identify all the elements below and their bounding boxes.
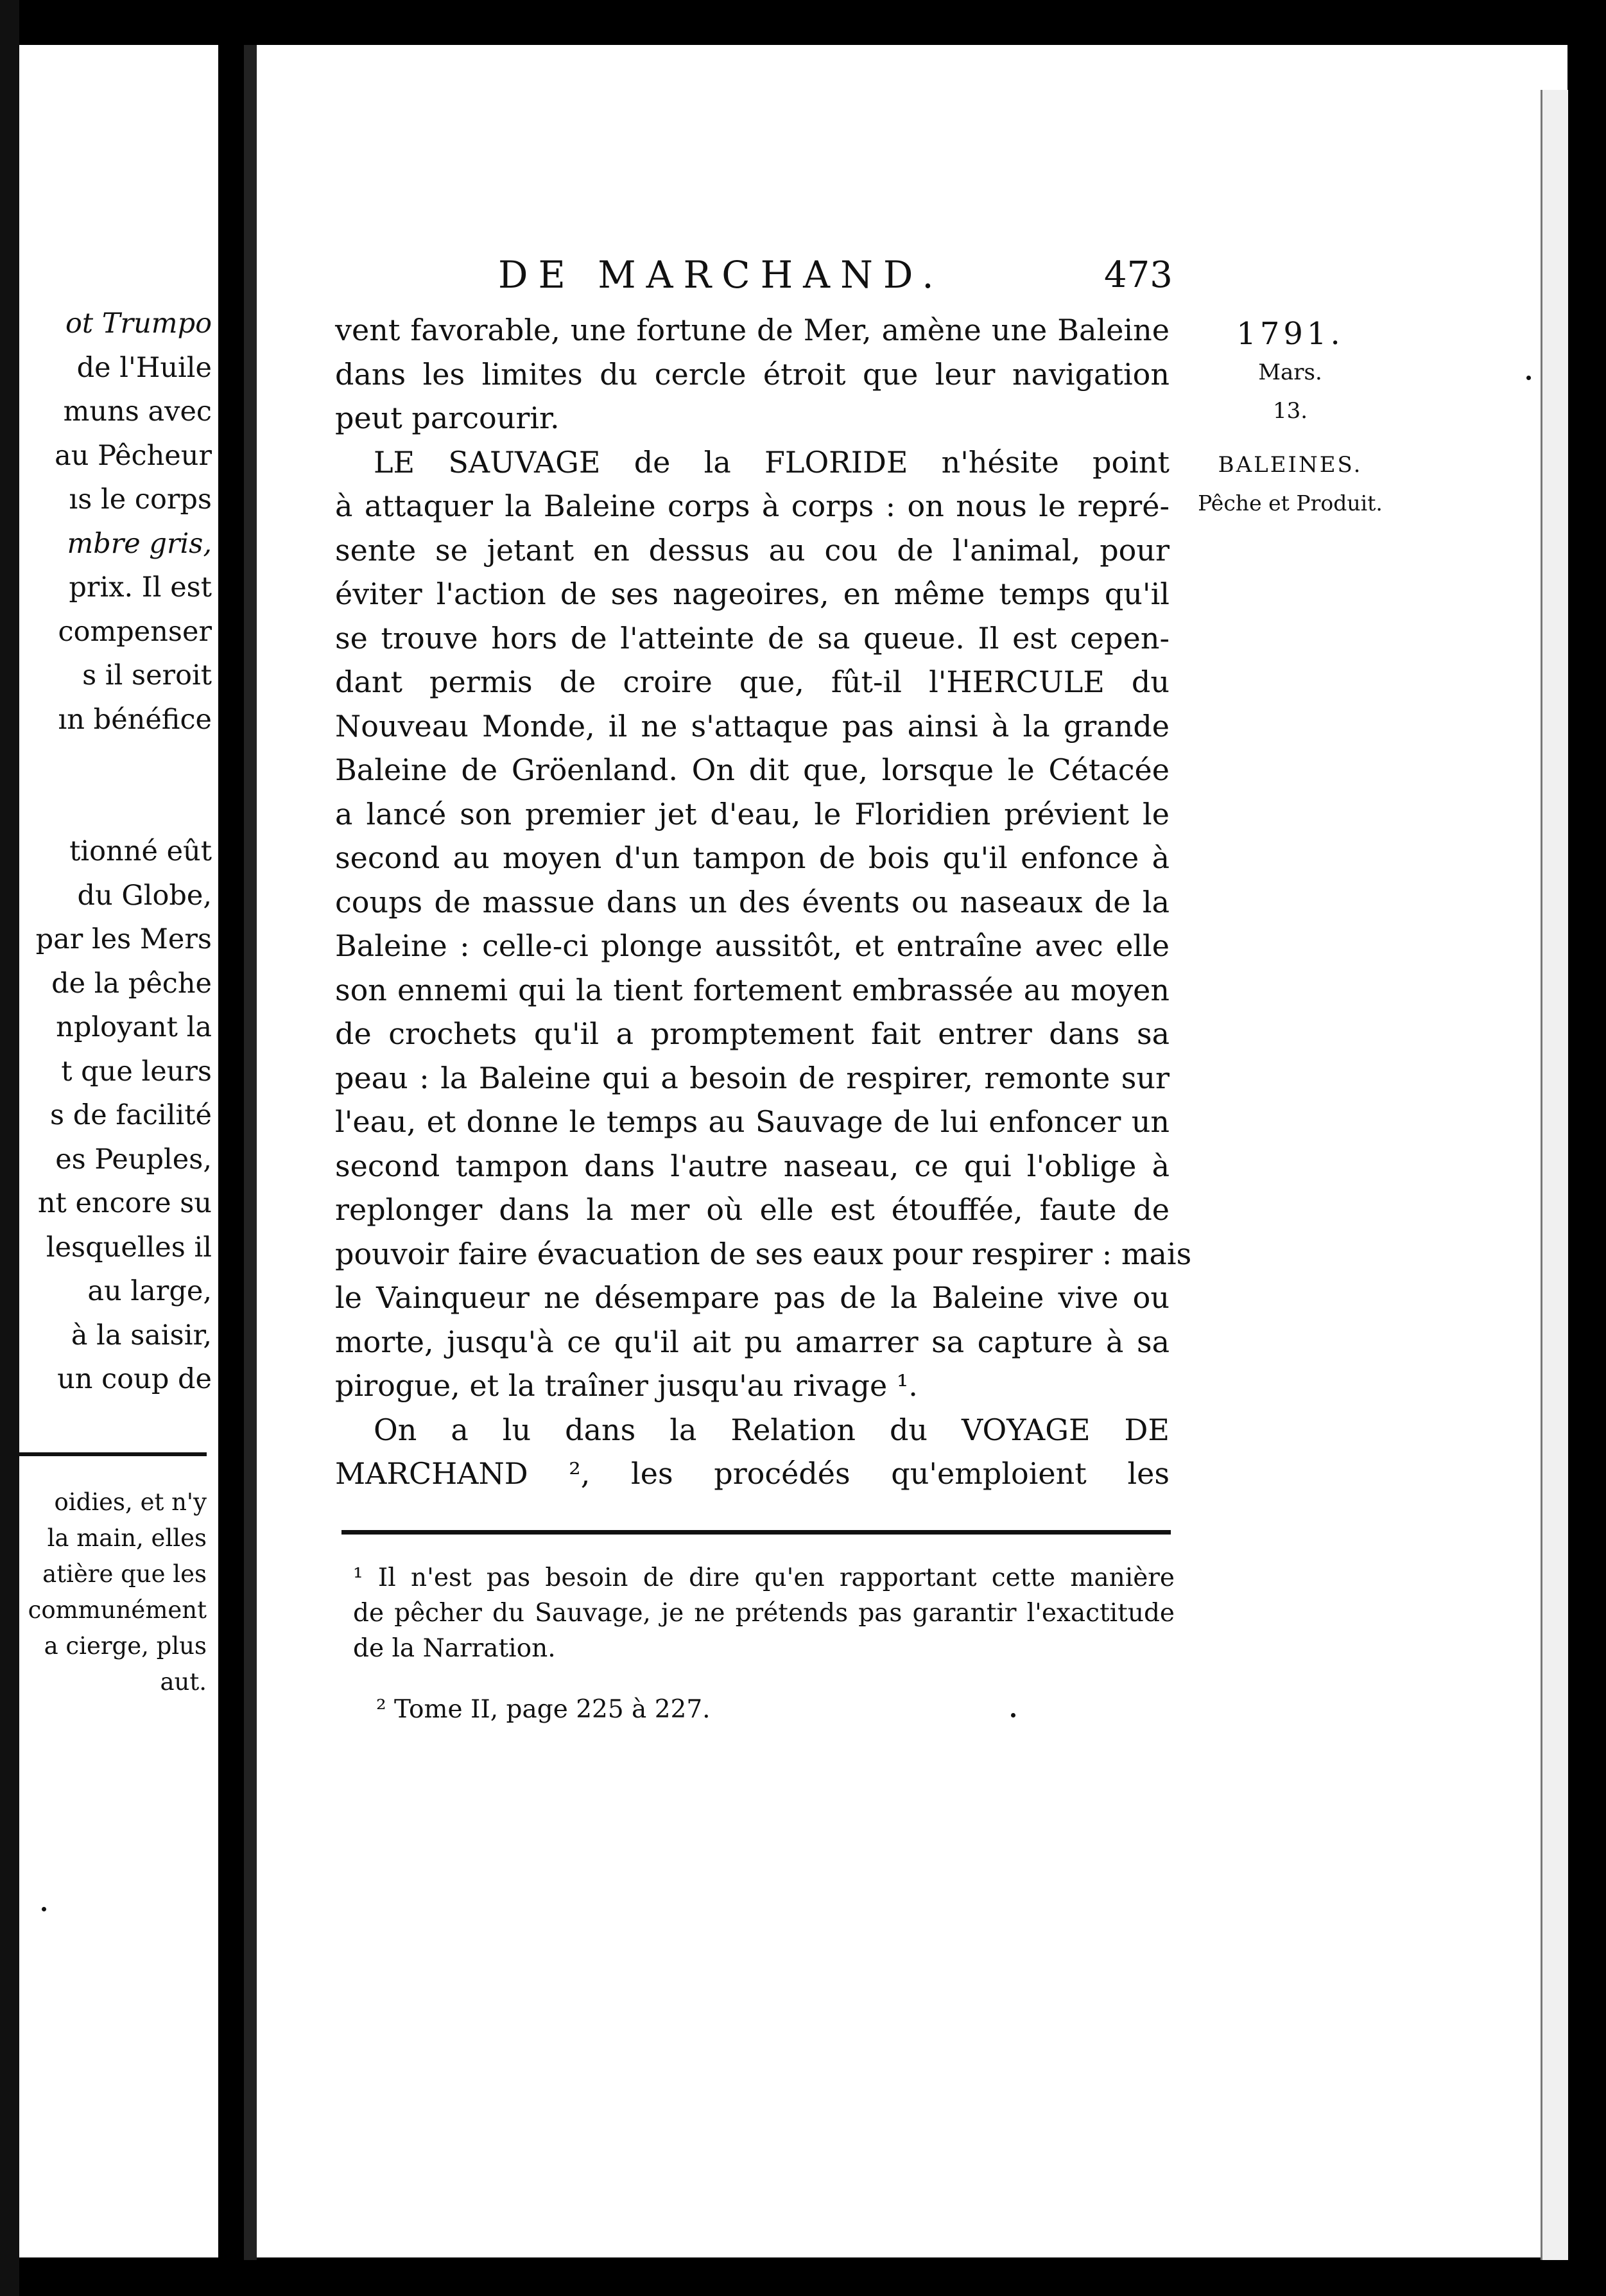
- scan-border-right: [1567, 0, 1606, 2296]
- prev-note-line: la main, elles: [47, 1524, 207, 1552]
- prev-line: ın bénéfice: [58, 703, 212, 736]
- prev-line: lesquelles il: [46, 1231, 212, 1264]
- prev-note-line: communément: [28, 1596, 207, 1624]
- footnote-line: de la Narration.: [353, 1634, 556, 1663]
- text-line: à attaquer la Baleine corps à corps : on nous le repré-: [335, 489, 1170, 523]
- text-line: dant permis de croire que, fût-il l'HERCULE du: [335, 665, 1170, 699]
- prev-line: nt encore su: [37, 1187, 212, 1219]
- text-line: second tampon dans l'autre naseau, ce qui l'oblige à: [335, 1148, 1170, 1183]
- text-line: replonger dans la mer où elle est étouffée, faute de: [335, 1192, 1170, 1227]
- text-line: éviter l'action de ses nageoires, en même temps qu'il: [335, 577, 1170, 611]
- margin-subtopic: Pêche et Produit.: [1198, 491, 1383, 516]
- ink-speck: [1526, 376, 1531, 380]
- text-line: se trouve hors de l'atteinte de sa queue. Il est cepen-: [335, 620, 1170, 656]
- body-text: [335, 308, 1192, 1496]
- text-line: le Vainqueur ne désempare pas de la Baleine vive ou: [335, 1280, 1170, 1315]
- prev-line: muns avec: [63, 396, 212, 428]
- prev-line: es Peuples,: [55, 1143, 212, 1176]
- text-line: Nouveau Monde, il ne s'attaque pas ainsi à la grande: [335, 708, 1170, 744]
- ink-speck: [42, 1907, 46, 1911]
- text-line: morte, jusqu'à ce qu'il ait pu amarrer sa capture à sa: [335, 1324, 1170, 1359]
- text-line: sente se jetant en dessus au cou de l'animal, pour: [335, 532, 1170, 568]
- prev-line: au large,: [87, 1275, 212, 1307]
- prev-line: par les Mers: [35, 923, 212, 955]
- prev-note-line: a cierge, plus: [44, 1632, 207, 1660]
- margin-topic: BALEINES.: [1218, 452, 1363, 478]
- text-line: Baleine : celle-ci plonge aussitôt, et entraîne avec elle: [335, 928, 1170, 963]
- prev-line: de l'Huile: [76, 351, 212, 384]
- footnote-line: ¹ Il n'est pas besoin de dire qu'en rapportant cette manière: [353, 1563, 1175, 1592]
- prev-line: mbre gris,: [67, 527, 212, 560]
- previous-page-text: [0, 302, 212, 1402]
- prev-note-line: oidies, et n'y: [54, 1488, 207, 1516]
- text-line: Baleine de Gröenland. On dit que, lorsque le Cétacée: [335, 752, 1170, 787]
- previous-page-footnotes: [0, 1484, 207, 1700]
- text-line: peut parcourir.: [335, 401, 560, 435]
- footnote-line: de pêcher du Sauvage, je ne prétends pas garantir l'exactitude: [353, 1599, 1175, 1628]
- prev-line: ıs le corps: [69, 483, 212, 516]
- ink-speck: [1011, 1713, 1015, 1718]
- prev-note-line: atière que les: [42, 1560, 207, 1588]
- text-line: vent favorable, une fortune de Mer, amène une Baleine: [335, 313, 1170, 347]
- prev-note-line: aut.: [160, 1668, 207, 1696]
- text-line: l'eau, et donne le temps au Sauvage de lui enfoncer un: [335, 1104, 1170, 1139]
- text-line: pirogue, et la traîner jusqu'au rivage ¹.: [335, 1368, 918, 1403]
- running-head: DE MARCHAND.: [498, 253, 944, 297]
- text-line: pouvoir faire évacuation de ses eaux pour respirer : mais: [335, 1236, 1192, 1271]
- previous-page-footnote-rule: [0, 1452, 207, 1456]
- gutter-shadow: [244, 45, 257, 2260]
- text-line: LE SAUVAGE de la FLORIDE n'hésite point: [374, 444, 1170, 480]
- prev-line: de la pêche: [51, 967, 212, 1000]
- prev-line: ot Trumpo: [65, 308, 212, 340]
- text-line: coups de massue dans un des évents ou naseaux de la: [335, 884, 1170, 919]
- text-line: second au moyen d'un tampon de bois qu'il enfonce à: [335, 840, 1170, 875]
- footnote-2: ² Tome II, page 225 à 227.: [376, 1695, 711, 1724]
- text-line: MARCHAND ², les procédés qu'emploient les: [335, 1456, 1170, 1491]
- prev-line: [0, 742, 212, 786]
- prev-line: au Pêcheur: [55, 439, 212, 472]
- prev-line: s il seroit: [82, 659, 212, 691]
- text-line: a lancé son premier jet d'eau, le Floridien prévient le: [335, 796, 1170, 831]
- prev-line: un coup de: [57, 1363, 212, 1395]
- prev-line: prix. Il est: [69, 571, 212, 604]
- margin-notes: [1175, 315, 1406, 523]
- footnote-rule: [341, 1530, 1171, 1535]
- margin-day: 13.: [1272, 398, 1308, 424]
- book-gutter: [218, 45, 244, 2260]
- margin-year: 1791.: [1236, 316, 1344, 352]
- prev-line: du Globe,: [77, 879, 212, 912]
- footnotes: [353, 1560, 1175, 1666]
- text-line: dans les limites du cercle étroit que leur navigation: [335, 356, 1170, 392]
- page-edge: [1541, 90, 1568, 2260]
- prev-line: tionné eût: [69, 835, 212, 867]
- prev-line: t que leurs: [61, 1055, 212, 1088]
- prev-line: nployant la: [56, 1011, 212, 1043]
- text-line: de crochets qu'il a promptement fait entrer dans sa: [335, 1016, 1170, 1051]
- text-line: On a lu dans la Relation du VOYAGE DE: [374, 1412, 1170, 1447]
- scan-border-bottom: [0, 2257, 1606, 2296]
- text-line: peau : la Baleine qui a besoin de respirer, remonte sur: [335, 1060, 1170, 1095]
- prev-line: à la saisir,: [71, 1319, 212, 1352]
- prev-line: compenser: [58, 615, 212, 648]
- margin-month: Mars.: [1258, 360, 1322, 385]
- prev-line: s de facilité: [50, 1099, 212, 1131]
- page-number: 473: [1104, 254, 1173, 296]
- scan-border-top: [0, 0, 1606, 45]
- prev-line: [0, 786, 212, 830]
- text-line: son ennemi qui la tient fortement embrassée au moyen: [335, 972, 1170, 1007]
